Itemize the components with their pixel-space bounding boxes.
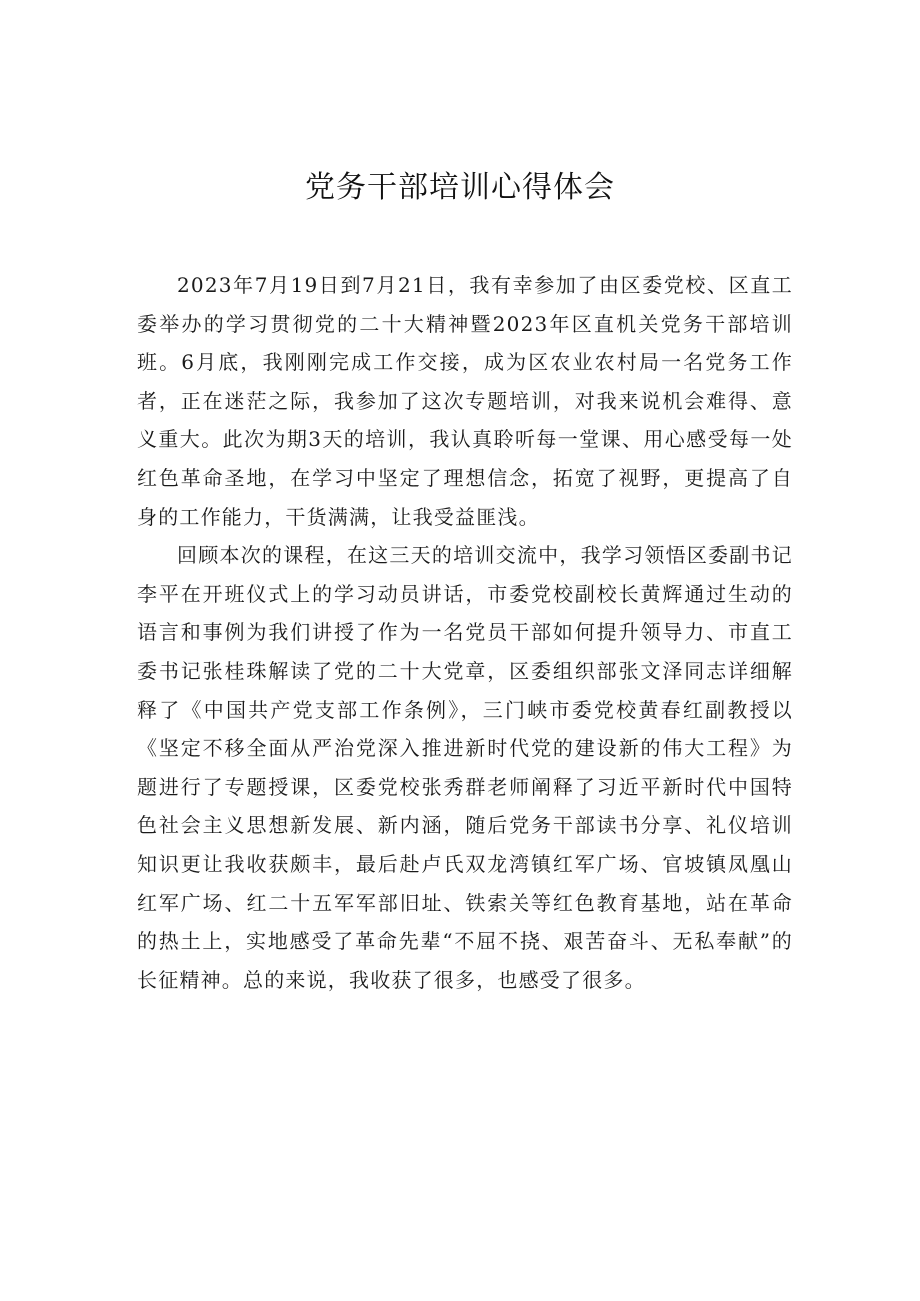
document-body <box>137 266 793 999</box>
paragraph-1: 2023年7月19日到7月21日，我有幸参加了由区委党校、区直工委举办的学习贯彻党的二十大精神暨2023年区直机关党务干部培训班。6月底，我刚刚完成工作交接，成为区农业农村局一名党务工作者，正在迷茫之际，我参加了这次专题培训，对我来说机会难得、意义重大。此次为期3天的培训，我认真聆听每一堂课、用心感受每一处红色革命圣地，在学习中坚定了理想信念，拓宽了视野，更提高了自身的工作能力，干货满满，让我受益匪浅。 <box>137 273 793 529</box>
paragraph-2: 回顾本次的课程，在这三天的培训交流中，我学习领悟区委副书记李平在开班仪式上的学习动员讲话，市委党校副校长黄辉通过生动的语言和事例为我们讲授了作为一名党员干部如何提升领导力、市直工委书记张桂珠解读了党的二十大党章，区委组织部张文泽同志详细解释了《中国共产党支部工作条例》，三门峡市委党校黄春红副教授以《坚定不移全面从严治党深入推进新时代党的建设新的伟大工程》为题进行了专题授课，区委党校张秀群老师阐释了习近平新时代中国特色社会主义思想新发展、新内涵，随后党务干部读书分享、礼仪培训知识更让我收获颇丰，最后赴卢氏双龙湾镇红军广场、官坡镇凤凰山红军广场、红二十五军军部旧址、铁索关等红色教育基地，站在革命的热土上，实地感受了革命先辈“不屈不挠、艰苦奋斗、无私奉献”的长征精神。总的来说，我收获了很多，也感受了很多。 <box>137 543 793 992</box>
document-title: 党务干部培训心得体会 <box>305 170 615 205</box>
